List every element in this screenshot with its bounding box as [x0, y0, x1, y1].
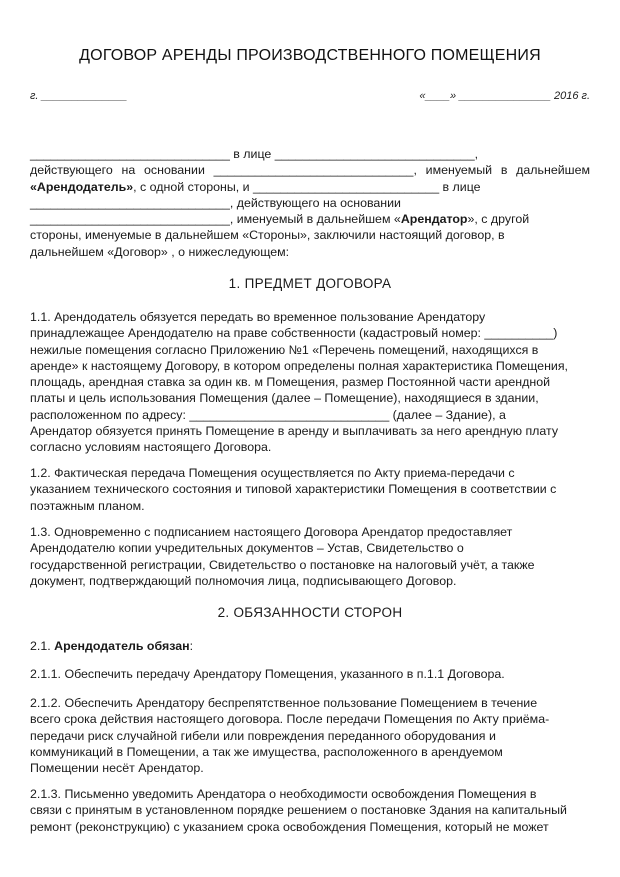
- clause-line: поэтажным планом.: [30, 498, 145, 513]
- clause-2-1: [30, 638, 590, 654]
- clause-line: указанием технического состояния и типовой характеристики Помещения в соответствии с: [30, 482, 557, 497]
- clause-line: связи с принятым в установленном порядке решением о постановке Здания на капитальный: [30, 803, 567, 818]
- clause-line: 1.2. Фактическая передача Помещения осуществляется по Акту приема-передачи с: [30, 466, 515, 480]
- clause-line: 1.1. Арендодатель обязуется передать во временное пользование Арендатору: [30, 310, 486, 324]
- lessor-obligations-term: Арендодатель обязан: [54, 639, 190, 653]
- contract-place-field: г. ______________: [30, 90, 128, 102]
- document-title: ДОГОВОР АРЕНДЫ ПРОИЗВОДСТВЕННОГО ПОМЕЩЕНИЯ: [79, 47, 541, 64]
- intro-text: _____________________________, именуемый в дальнейшем «: [30, 212, 401, 227]
- clause-1-2: [30, 465, 590, 514]
- intro-text: », с другой: [467, 212, 530, 227]
- intro-line: стороны, именуемые в дальнейшем «Стороны», заключили настоящий договор, в: [30, 228, 505, 243]
- section-heading: 2. ОБЯЗАННОСТИ СТОРОН: [217, 605, 403, 620]
- clause-line: расположенном по адресу: _____________________________ (далее – Здание), а: [30, 407, 506, 422]
- clause-1-1: [30, 309, 590, 456]
- intro-paragraph: [30, 146, 590, 260]
- clause-line: документ, подтверждающий полномочия лица, подписывающего Договор.: [30, 573, 457, 588]
- clause-line: Арендатор обязуется принять Помещение в аренду и выплачивать за него арендную плату: [30, 424, 559, 439]
- lessee-term: Арендатор: [400, 212, 468, 227]
- intro-text: действующего на основании _____________________________, именуемый в дальнейшем: [30, 163, 590, 178]
- clause-text: :: [189, 639, 194, 653]
- clause-line: согласно условиям настоящего Договора.: [30, 440, 272, 455]
- clause-2-1-3: [30, 786, 590, 835]
- intro-line: [30, 179, 590, 195]
- clause-line: платы и цель использования Помещения (далее – Помещение), находящиеся в здании,: [30, 391, 539, 406]
- intro-line: _____________________________ в лице _____________________________,: [30, 147, 479, 161]
- clause-line: Помещении несёт Арендатор.: [30, 761, 204, 776]
- clause-2-1-2: [30, 695, 590, 776]
- clause-line: 2.1.3. Письменно уведомить Арендатора о необходимости освобождения Помещения в: [30, 787, 537, 801]
- clause-line: передачи риск случайной гибели или повреждения переданного оборудования и: [30, 728, 496, 743]
- clause-line: [30, 638, 590, 654]
- clause-line: аренде» к настоящему Договору, в котором определены полная характеристика Помещения,: [30, 358, 568, 373]
- intro-line: _____________________________, действующего на основании: [30, 195, 401, 210]
- clause-line: государственной регистрации, Свидетельство о постановке на налоговый учёт, а также: [30, 557, 535, 572]
- clause-line: площадь, арендная ставка за один кв. м Помещения, размер Постоянной части арендной: [30, 375, 551, 390]
- contract-date-field: «____» _______________ 2016 г.: [419, 90, 590, 102]
- intro-line: [30, 162, 590, 178]
- clause-line: принадлежащее Арендодателю на праве собственности (кадастровый номер: __________): [30, 326, 558, 341]
- clause-line: Арендодателю копии учредительных документов – Устав, Свидетельство о: [30, 541, 464, 556]
- clause-line: 2.1.2. Обеспечить Арендатору беспрепятственное пользование Помещением в течение: [30, 696, 538, 710]
- clause-line: 1.3. Одновременно с подписанием настоящего Договора Арендатор предоставляет: [30, 525, 513, 539]
- clause-line: ремонт (реконструкцию) с указанием срока освобождения Помещения, который не может: [30, 819, 549, 834]
- clause-2-1-1: [30, 666, 590, 682]
- clause-line: коммуникаций в Помещении, а так же имущества, расположенного в арендуемом: [30, 744, 503, 759]
- lessor-term: «Арендодатель»: [30, 179, 134, 194]
- intro-line: дальнейшем «Договор» , о нижеследующем:: [30, 244, 290, 259]
- section-heading: 1. ПРЕДМЕТ ДОГОВОРА: [228, 276, 392, 291]
- clause-line: нежилые помещения согласно Приложению №1 «Перечень помещений, находящихся в: [30, 342, 539, 357]
- clause-number: 2.1.: [30, 639, 55, 653]
- clause-line: 2.1.1. Обеспечить передачу Арендатору Помещения, указанного в п.1.1 Договора.: [30, 667, 505, 681]
- intro-line: [30, 211, 590, 227]
- clause-line: всего срока действия настоящего договора. После передачи Помещения по Акту приёма-: [30, 712, 550, 727]
- clause-1-3: [30, 524, 590, 589]
- intro-text: , с одной стороны, и ___________________________ в лице: [133, 179, 481, 194]
